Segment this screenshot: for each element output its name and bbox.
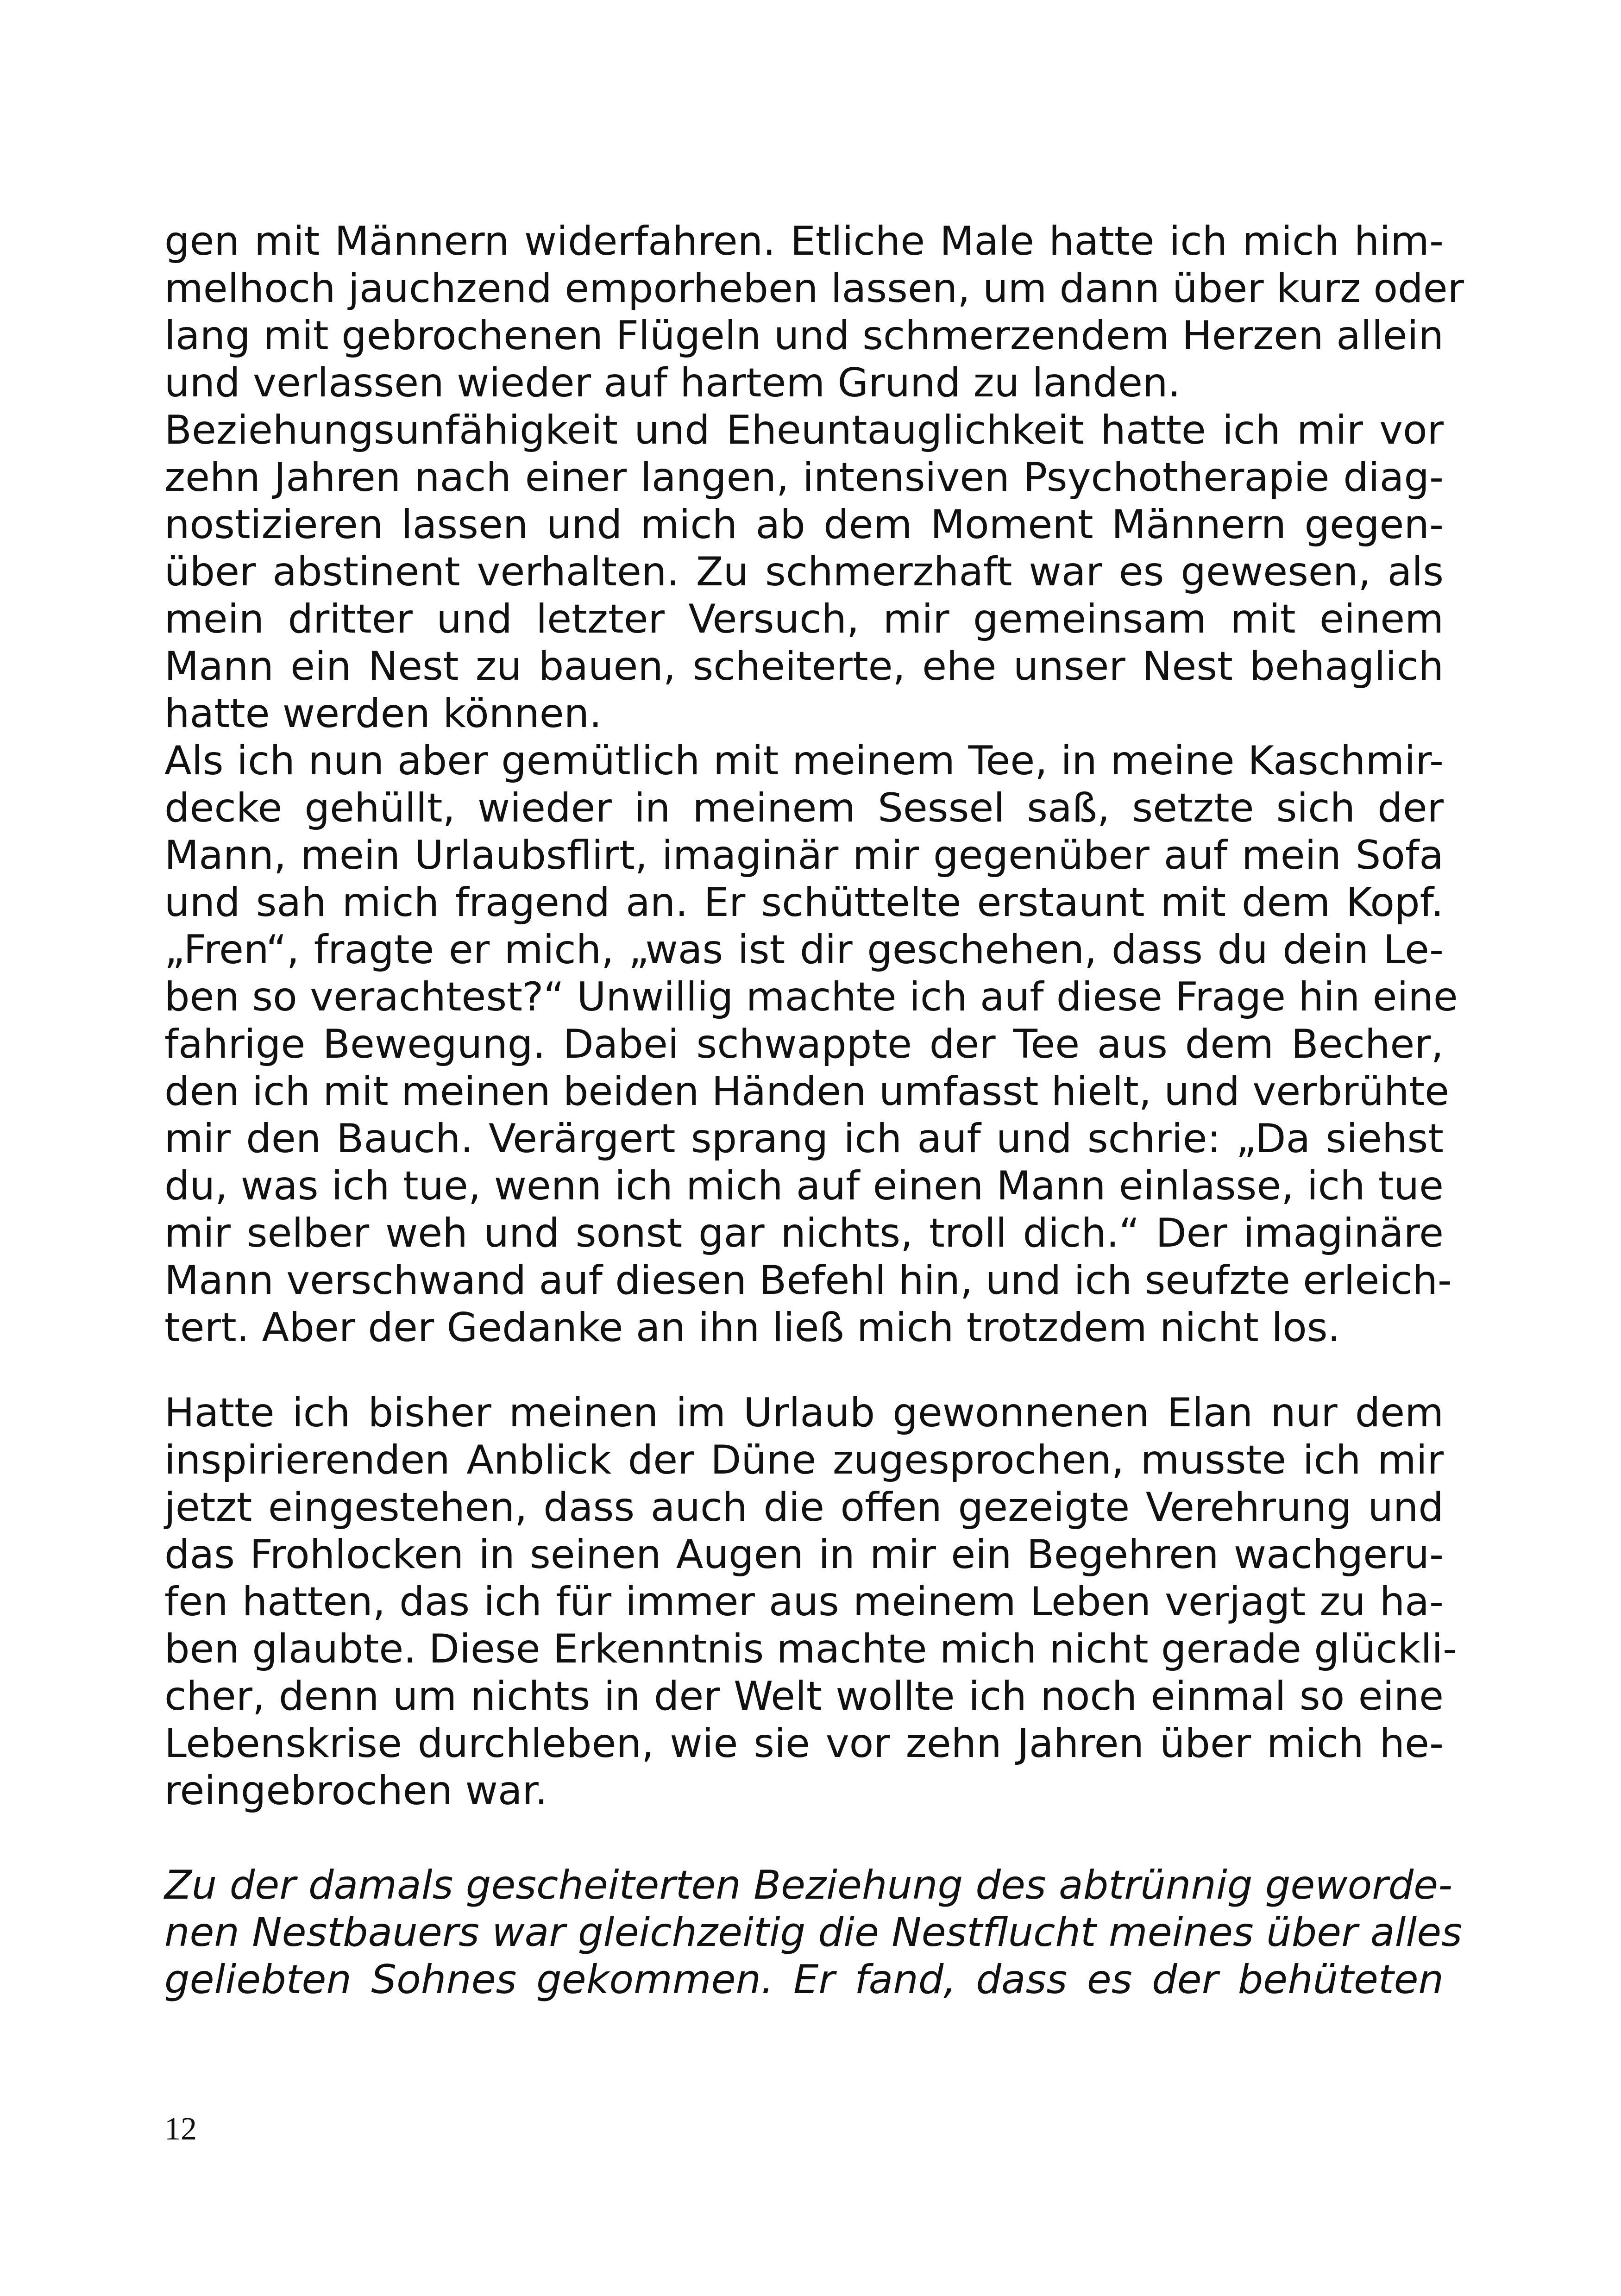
text-line: geliebten Sohnes gekommen. Er fand, dass es der behüteten bbox=[164, 1957, 1444, 2003]
text-line: ben so verachtest?“ Unwillig machte ich auf diese Frage hin eine bbox=[164, 974, 1458, 1020]
text-line: du, was ich tue, wenn ich mich auf einen Mann einlasse, ich tue bbox=[164, 1163, 1444, 1209]
text-line: fen hatten, das ich für immer aus meinem Leben verjagt zu ha- bbox=[164, 1579, 1444, 1625]
paragraph-3 bbox=[164, 737, 1458, 1351]
text-line: mir den Bauch. Verärgert sprang ich auf und schrie: „Da siehst bbox=[164, 1116, 1444, 1162]
text-line: hatte werden können. bbox=[164, 690, 602, 737]
text-line: das Frohlocken in seinen Augen in mir ein Begehren wachgeru- bbox=[164, 1531, 1444, 1578]
paragraph-4 bbox=[164, 1389, 1458, 1814]
paragraph-1 bbox=[164, 218, 1464, 407]
text-line: jetzt eingestehen, dass auch die offen gezeigte Verehrung und bbox=[164, 1484, 1444, 1531]
text-line: nen Nestbauers war gleichzeitig die Nestflucht meines über alles bbox=[164, 1909, 1462, 1956]
text-line: Mann, mein Urlaubsflirt, imaginär mir gegenüber auf mein Sofa bbox=[164, 832, 1444, 878]
text-line: Mann ein Nest zu bauen, scheiterte, ehe unser Nest behaglich bbox=[164, 643, 1444, 690]
text-line: decke gehüllt, wieder in meinem Sessel saß, setzte sich der bbox=[164, 785, 1444, 831]
text-line: inspirierenden Anblick der Düne zugesprochen, musste ich mir bbox=[164, 1437, 1444, 1483]
text-line: cher, denn um nichts in der Welt wollte ich noch einmal so eine bbox=[164, 1673, 1444, 1719]
text-line: Hatte ich bisher meinen im Urlaub gewonnenen Elan nur dem bbox=[164, 1390, 1444, 1436]
page-number: 12 bbox=[164, 2111, 197, 2147]
text-line: lang mit gebrochenen Flügeln und schmerzendem Herzen allein bbox=[164, 313, 1444, 359]
text-line: nostizieren lassen und mich ab dem Moment Männern gegen- bbox=[164, 502, 1444, 548]
text-line: mein dritter und letzter Versuch, mir gemeinsam mit einem bbox=[164, 596, 1444, 642]
text-line: und sah mich fragend an. Er schüttelte erstaunt mit dem Kopf. bbox=[164, 879, 1444, 926]
text-line: tert. Aber der Gedanke an ihn ließ mich trotzdem nicht los. bbox=[164, 1305, 1340, 1351]
text-line: ben glaubte. Diese Erkenntnis machte mich nicht gerade glückli- bbox=[164, 1626, 1458, 1672]
paragraph-5-italic bbox=[164, 1862, 1462, 2003]
text-line: melhoch jauchzend emporheben lassen, um dann über kurz oder bbox=[164, 265, 1464, 312]
text-line: mir selber weh und sonst gar nichts, troll dich.“ Der imaginäre bbox=[164, 1210, 1444, 1256]
text-line: Beziehungsunfähigkeit und Eheuntauglichkeit hatte ich mir vor bbox=[164, 407, 1444, 453]
text-line: über abstinent verhalten. Zu schmerzhaft war es gewesen, als bbox=[164, 549, 1444, 595]
paragraph-2 bbox=[164, 407, 1444, 737]
text-line: „Fren“, fragte er mich, „was ist dir geschehen, dass du dein Le- bbox=[164, 927, 1444, 973]
text-line: Zu der damals gescheiterten Beziehung des abtrünnig geworde- bbox=[164, 1862, 1453, 1908]
text-line: und verlassen wieder auf hartem Grund zu landen. bbox=[164, 360, 1181, 406]
text-line: zehn Jahren nach einer langen, intensiven Psychotherapie diag- bbox=[164, 454, 1444, 501]
text-line: Als ich nun aber gemütlich mit meinem Tee, in meine Kaschmir- bbox=[164, 738, 1444, 784]
text-line: fahrige Bewegung. Dabei schwappte der Tee aus dem Becher, bbox=[164, 1021, 1444, 1067]
text-line: gen mit Männern widerfahren. Etliche Male hatte ich mich him- bbox=[164, 218, 1444, 264]
text-line: Mann verschwand auf diesen Befehl hin, und ich seufzte erleich- bbox=[164, 1257, 1452, 1304]
text-line: den ich mit meinen beiden Händen umfasst hielt, und verbrühte bbox=[164, 1068, 1450, 1115]
text-line: reingebrochen war. bbox=[164, 1768, 548, 1814]
text-line: Lebenskrise durchleben, wie sie vor zehn Jahren über mich he- bbox=[164, 1720, 1444, 1767]
